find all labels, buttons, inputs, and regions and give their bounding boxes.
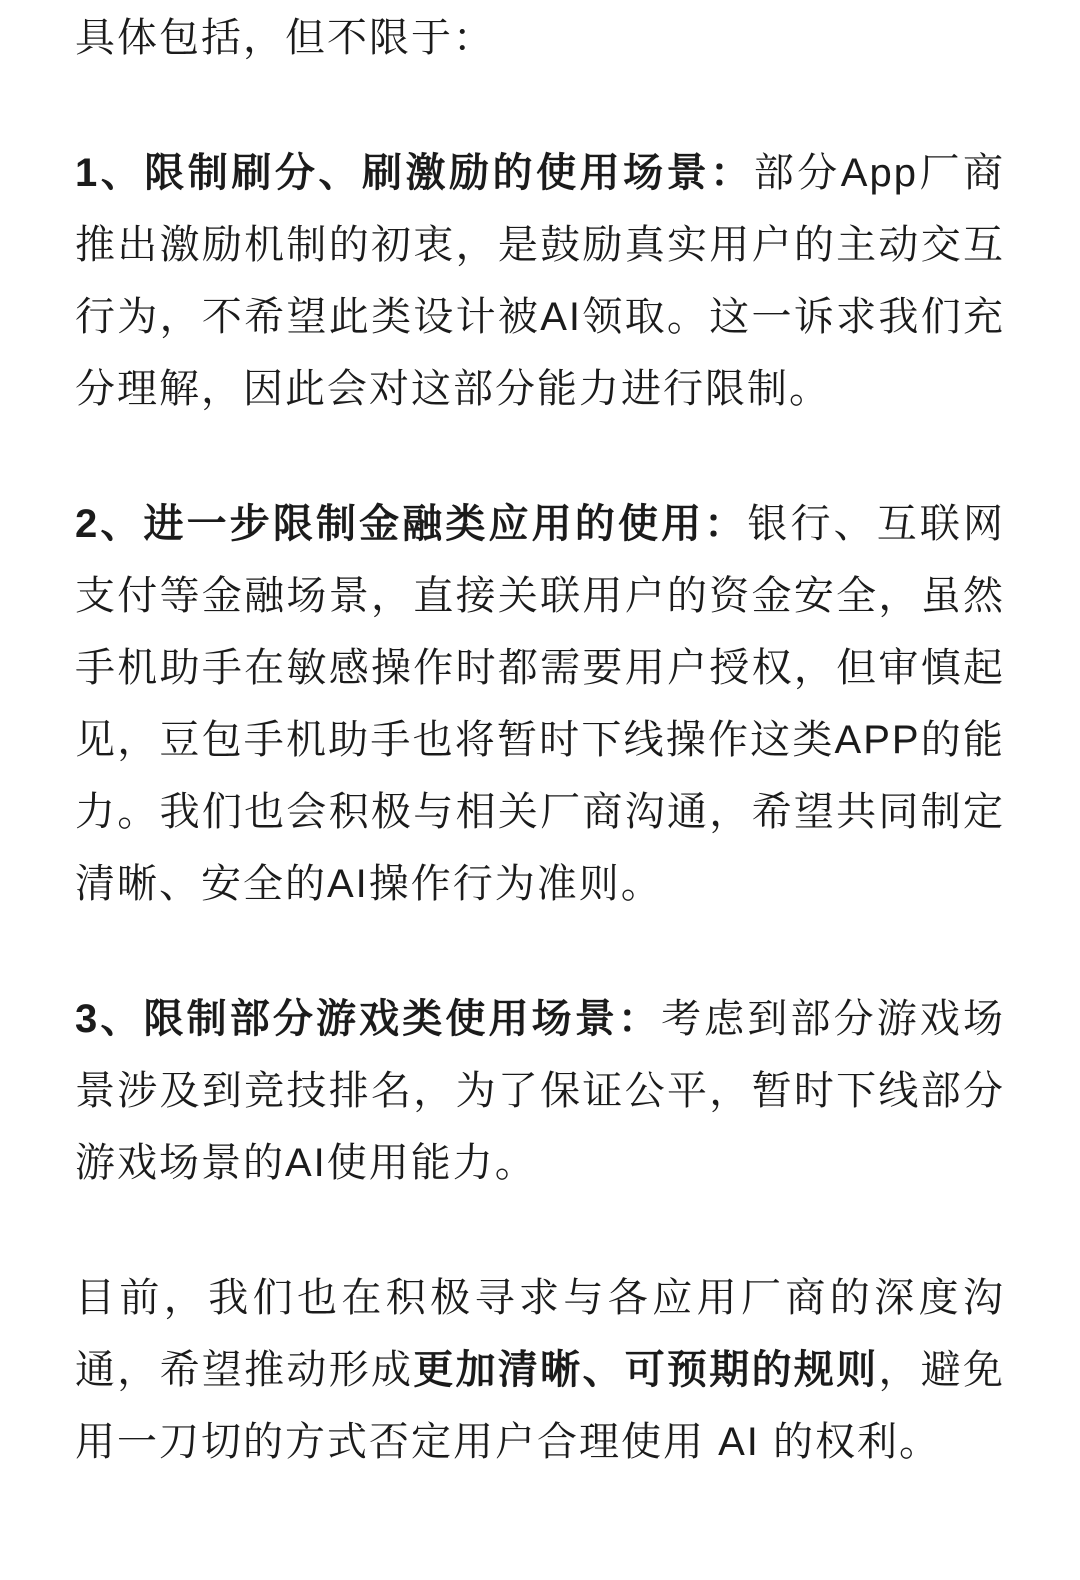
intro-text: 具体包括，但不限于： bbox=[75, 16, 495, 60]
closing-paragraph bbox=[75, 1262, 1005, 1478]
paragraph-3-lead: 3、限制部分游戏类使用场景： bbox=[75, 997, 662, 1041]
closing-text-bold: 更加清晰、可预期的规则 bbox=[413, 1348, 879, 1392]
closing-text-after: ，避免用一刀切的方式否定用户合理使用 AI 的权利。 bbox=[75, 1348, 1006, 1464]
numbered-paragraph-3 bbox=[75, 983, 1005, 1199]
paragraph-2-body: 银行、互联网支付等金融场景，直接关联用户的资金安全，虽然手机助手在敏感操作时都需要用户授权，但审慎起见，豆包手机助手也将暂时下线操作这类APP的能力。我们也会积极与相关厂商沟通，希望共同制定清晰、安全的AI操作行为准则。 bbox=[75, 502, 1005, 906]
numbered-paragraph-1 bbox=[75, 137, 1005, 425]
paragraph-3-body: 考虑到部分游戏场景涉及到竞技排名，为了保证公平，暂时下线部分游戏场景的AI使用能力。 bbox=[75, 997, 1006, 1185]
paragraph-1-body: 部分App厂商推出激励机制的初衷，是鼓励真实用户的主动交互行为，不希望此类设计被AI领取。这一诉求我们充分理解，因此会对这部分能力进行限制。 bbox=[75, 151, 1006, 411]
paragraph-2-lead: 2、进一步限制金融类应用的使用： bbox=[75, 502, 748, 546]
paragraph-1-lead: 1、限制刷分、刷激励的使用场景： bbox=[75, 151, 754, 195]
closing-text-before: 目前，我们也在积极寻求与各应用厂商的深度沟通，希望推动形成 bbox=[75, 1276, 1005, 1392]
intro-line bbox=[75, 2, 1005, 74]
numbered-paragraph-2 bbox=[75, 488, 1005, 920]
